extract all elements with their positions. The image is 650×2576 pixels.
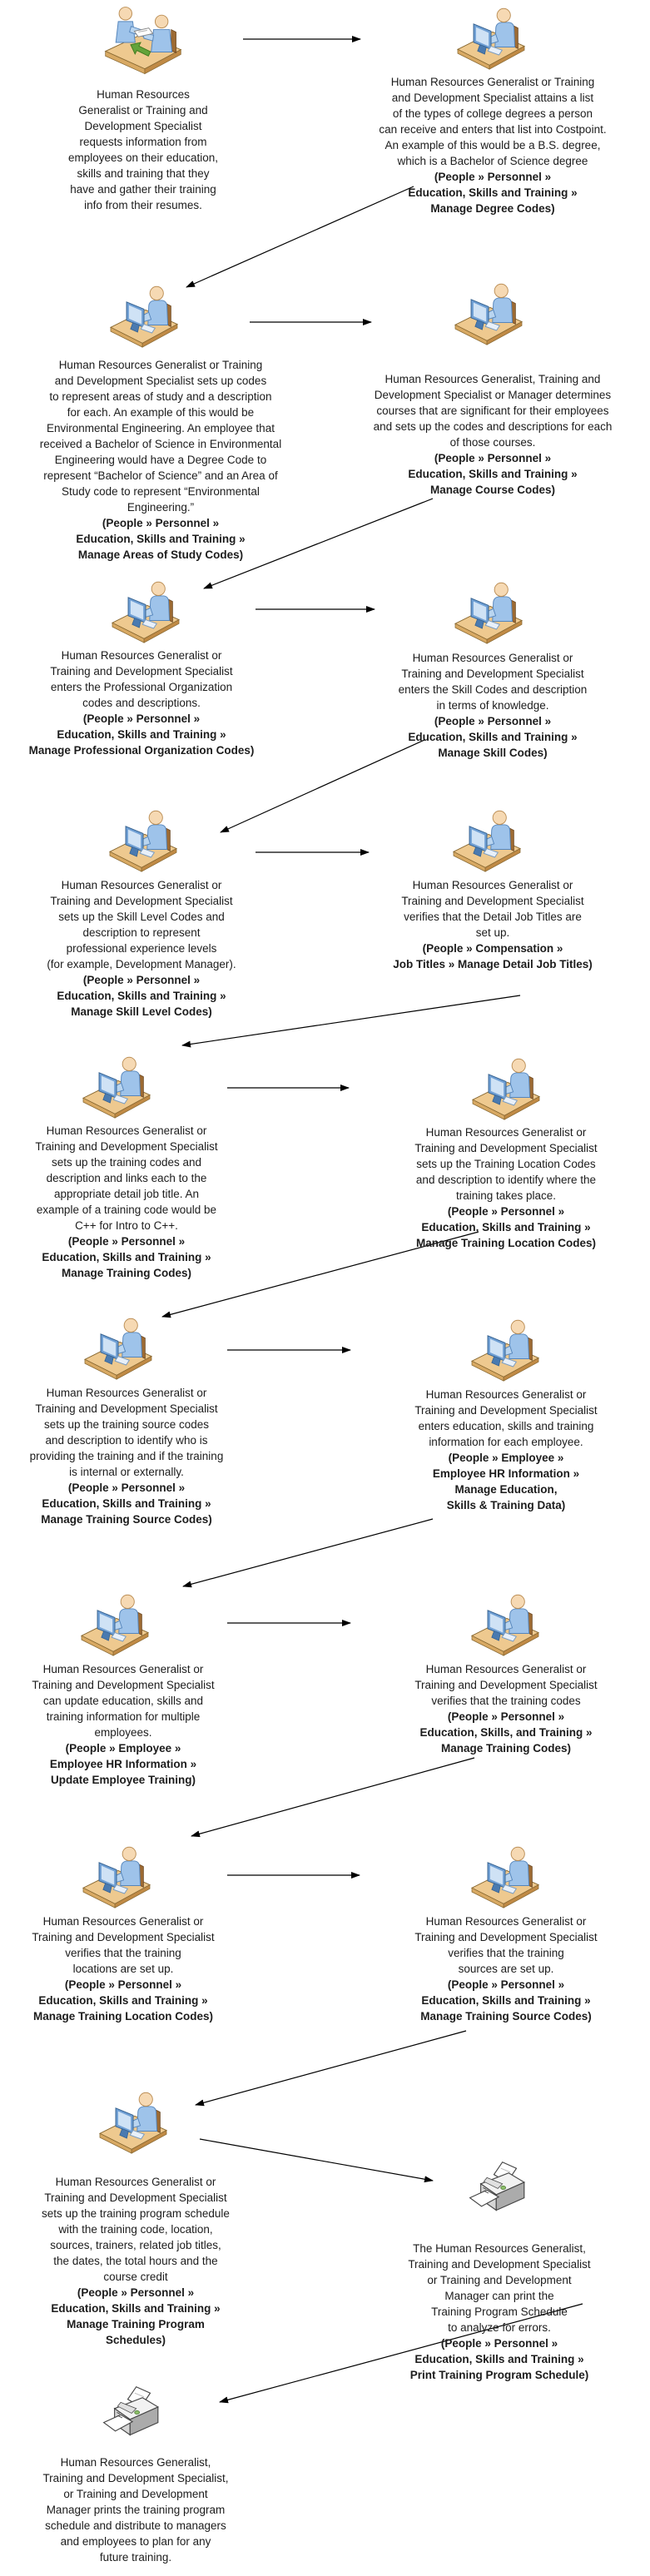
person-at-computer-icon bbox=[80, 1315, 156, 1386]
step-menu-path-line: Schedules) bbox=[105, 2334, 166, 2346]
step-description-line: Human Resources Generalist or bbox=[425, 1915, 587, 1928]
step-description-line: the dates, the total hours and the bbox=[53, 2255, 218, 2267]
step-description-line: Human Resources bbox=[97, 88, 190, 101]
step-text-manage-skill-codes bbox=[310, 650, 650, 761]
step-description-line: enters the Skill Codes and description bbox=[398, 683, 588, 696]
step-menu-path-line: Skills & Training Data) bbox=[446, 1499, 566, 1511]
step-description-line: requests information from bbox=[79, 136, 207, 148]
step-description-line: to analyze for errors. bbox=[448, 2321, 551, 2334]
step-text-verify-training-codes bbox=[323, 1661, 650, 1756]
step-text-manage-course-codes bbox=[310, 371, 650, 498]
step-menu-path-line: Update Employee Training) bbox=[50, 1774, 196, 1786]
step-description-line: Training Program Schedule bbox=[431, 2305, 568, 2318]
step-description-line: sources, trainers, related job titles, bbox=[50, 2239, 221, 2251]
step-description-line: Training and Development Specialist, bbox=[42, 2472, 229, 2484]
flow-arrow-16 bbox=[196, 2031, 466, 2105]
step-menu-path-line: Education, Skills and Training » bbox=[76, 533, 246, 545]
person-at-computer-icon bbox=[95, 2089, 171, 2160]
step-menu-path-line: (People » Personnel » bbox=[67, 1235, 186, 1248]
printer-icon bbox=[99, 2384, 167, 2456]
step-description-line: An example of this would be a B.S. degree, bbox=[385, 139, 601, 151]
step-menu-path-line: (People » Personnel » bbox=[82, 974, 201, 986]
person-at-computer-icon bbox=[78, 1844, 155, 1914]
step-menu-path-line: Education, Skills and Training » bbox=[421, 1994, 591, 2007]
step-menu-path-line: (People » Personnel » bbox=[447, 1978, 565, 1991]
step-description-line: Training and Development Specialist bbox=[414, 1404, 598, 1417]
step-menu-path-line: Employee HR Information » bbox=[432, 1467, 580, 1480]
step-menu-path-line: Manage Training Codes) bbox=[440, 1742, 572, 1755]
step-description-line: (for example, Development Manager). bbox=[47, 958, 236, 970]
step-description-line: Human Resources Generalist or bbox=[42, 1915, 204, 1928]
person-at-computer-icon bbox=[78, 1054, 155, 1124]
step-description-line: schedule and distribute to managers bbox=[45, 2519, 226, 2532]
step-description-line: verifies that the Detail Job Titles are bbox=[404, 911, 582, 923]
step-description-line: description and links each to the bbox=[46, 1172, 207, 1184]
step-description-line: sources are set up. bbox=[458, 1963, 554, 1975]
step-menu-path-line: (People » Personnel » bbox=[440, 2337, 558, 2350]
step-menu-path-line: (People » Personnel » bbox=[102, 517, 220, 529]
meeting-people-icon bbox=[99, 4, 187, 83]
step-description-line: can receive and enters that list into Costpoint. bbox=[379, 123, 607, 136]
step-description-line: courses that are significant for their employees bbox=[376, 405, 609, 417]
step-menu-path-line: (People » Employee » bbox=[448, 1452, 564, 1464]
step-description-line: set up. bbox=[475, 926, 510, 939]
person-at-computer-icon bbox=[105, 807, 181, 878]
step-description-line: professional experience levels bbox=[66, 942, 217, 955]
step-description-line: Training and Development Specialist bbox=[44, 2191, 227, 2204]
person-at-computer-icon bbox=[449, 807, 525, 878]
step-menu-path-line: Education, Skills and Training » bbox=[42, 1251, 211, 1263]
step-text-manage-training-location-codes bbox=[323, 1124, 650, 1251]
step-description-line: providing the training and if the training bbox=[29, 1450, 224, 1462]
step-menu-path-line: Education, Skills and Training » bbox=[51, 2302, 221, 2315]
step-text-print-training-program-schedule bbox=[316, 2241, 650, 2383]
step-menu-path-line: Print Training Program Schedule) bbox=[409, 2369, 589, 2381]
step-description-line: Human Resources Generalist or bbox=[412, 652, 573, 664]
step-description-line: which is a Bachelor of Science degree bbox=[397, 155, 588, 167]
step-description-line: enters education, skills and training bbox=[418, 1420, 594, 1432]
step-description-line: Training and Development Specialist bbox=[414, 1679, 598, 1691]
step-description-line: represent “Bachelor of Science” and an Area of bbox=[43, 469, 278, 482]
step-menu-path-line: Manage Skill Level Codes) bbox=[71, 1005, 212, 1018]
person-at-computer-icon bbox=[453, 5, 529, 76]
step-description-line: Generalist or Training and bbox=[78, 104, 208, 117]
step-menu-path-line: Education, Skills and Training » bbox=[38, 1994, 208, 2007]
step-description-line: skills and training that they bbox=[77, 167, 210, 180]
step-description-line: and Development Specialist sets up codes bbox=[54, 375, 267, 387]
step-description-line: and Development Specialist attains a list bbox=[391, 92, 594, 104]
step-menu-path-line: (People » Personnel » bbox=[64, 1978, 182, 1991]
step-description-line: Engineering would have a Degree Code to bbox=[54, 454, 267, 466]
step-text-manage-skill-level-codes bbox=[0, 877, 325, 1020]
step-description-line: and description to identify who is bbox=[45, 1434, 208, 1447]
step-menu-path-line: Education, Skills, and Training » bbox=[419, 1726, 593, 1739]
step-menu-path-line: (People » Personnel » bbox=[77, 2286, 195, 2299]
step-description-line: is internal or externally. bbox=[69, 1466, 184, 1478]
step-menu-path-line: Manage Skill Codes) bbox=[438, 747, 548, 759]
step-text-manage-training-source-codes bbox=[0, 1385, 310, 1527]
step-description-line: Training and Development Specialist bbox=[35, 1402, 218, 1415]
flow-arrow-12 bbox=[183, 1519, 433, 1586]
step-description-line: Training and Development Specialist bbox=[35, 1140, 218, 1153]
step-description-line: training takes place. bbox=[455, 1189, 557, 1202]
step-description-line: for each. An example of this would be bbox=[67, 406, 255, 419]
step-menu-path-line: (People » Personnel » bbox=[447, 1205, 565, 1218]
step-description-line: The Human Resources Generalist, bbox=[413, 2242, 586, 2255]
step-description-line: Human Resources Generalist, Training and bbox=[385, 373, 601, 385]
person-at-computer-icon bbox=[467, 1844, 543, 1914]
step-description-line: Human Resources Generalist or bbox=[425, 1126, 587, 1139]
step-description-line: Development Specialist or Manager determines bbox=[374, 389, 612, 401]
step-menu-path-line: Education, Skills and Training » bbox=[414, 2353, 584, 2365]
step-text-update-employee-training bbox=[0, 1661, 306, 1788]
step-description-line: Training and Development Specialist bbox=[414, 1142, 598, 1154]
person-at-computer-icon bbox=[467, 1317, 543, 1387]
person-at-computer-icon bbox=[468, 1055, 544, 1126]
step-description-line: to represent areas of study and a description bbox=[49, 390, 272, 403]
step-text-manage-degree-codes bbox=[310, 74, 650, 216]
person-at-computer-icon bbox=[450, 579, 527, 650]
step-menu-path-line: Manage Training Source Codes) bbox=[420, 2010, 592, 2023]
step-menu-path-line: (People » Personnel » bbox=[82, 712, 201, 725]
step-text-verify-training-sources bbox=[323, 1913, 650, 2024]
step-menu-path-line: Manage Training Program bbox=[67, 2318, 205, 2330]
step-menu-path-line: Education, Skills and Training » bbox=[408, 731, 578, 743]
person-at-computer-icon bbox=[106, 283, 182, 354]
step-description-line: sets up the Skill Level Codes and bbox=[58, 911, 225, 923]
step-description-line: Engineering.” bbox=[127, 501, 195, 514]
step-text-manage-education-skills-training-data bbox=[323, 1387, 650, 1513]
step-description-line: Training and Development Specialist bbox=[408, 2258, 591, 2271]
step-description-line: employees. bbox=[94, 1726, 152, 1739]
step-description-line: and sets up the codes and descriptions for each bbox=[373, 420, 613, 433]
step-menu-path-line: Manage Training Location Codes) bbox=[415, 1237, 597, 1249]
person-at-computer-icon bbox=[77, 1591, 153, 1662]
step-description-line: Training and Development Specialist bbox=[50, 895, 233, 907]
step-description-line: Human Resources Generalist or bbox=[61, 649, 222, 662]
step-text-manage-training-codes bbox=[0, 1123, 310, 1281]
step-description-line: Environmental Engineering. An employee that bbox=[47, 422, 275, 434]
step-description-line: Manager prints the training program bbox=[46, 2504, 226, 2516]
step-description-line: employees on their education, bbox=[67, 151, 219, 164]
step-description-line: sets up the training program schedule bbox=[42, 2207, 230, 2220]
step-text-request-info bbox=[0, 87, 326, 213]
step-menu-path-line: Manage Course Codes) bbox=[429, 484, 556, 496]
step-description-line: Human Resources Generalist or bbox=[42, 1663, 204, 1675]
step-menu-path-line: Manage Training Location Codes) bbox=[32, 2010, 214, 2023]
step-text-verify-training-locations bbox=[0, 1913, 306, 2024]
step-description-line: Training and Development Specialist bbox=[32, 1679, 215, 1691]
step-description-line: Human Resources Generalist or bbox=[46, 1124, 207, 1137]
step-description-line: Manager can print the bbox=[444, 2290, 554, 2302]
person-at-computer-icon bbox=[450, 280, 527, 351]
step-menu-path-line: Manage Degree Codes) bbox=[430, 202, 555, 215]
step-menu-path-line: Education, Skills and Training » bbox=[57, 728, 226, 741]
step-description-line: Human Resources Generalist or Training bbox=[58, 359, 263, 371]
step-description-line: Training and Development Specialist bbox=[50, 665, 233, 678]
person-at-computer-icon bbox=[467, 1591, 543, 1662]
step-description-line: verifies that the training bbox=[65, 1947, 181, 1959]
step-description-line: Training and Development Specialist bbox=[32, 1931, 215, 1943]
step-description-line: appropriate detail job title. An bbox=[53, 1188, 200, 1200]
step-text-manage-professional-organization-codes bbox=[0, 648, 325, 758]
step-menu-path-line: (People » Employee » bbox=[65, 1742, 181, 1755]
step-menu-path-line: Manage Training Source Codes) bbox=[41, 1513, 212, 1526]
step-description-line: Human Resources Generalist or bbox=[425, 1663, 587, 1675]
step-description-line: verifies that the training bbox=[448, 1947, 564, 1959]
step-description-line: sets up the training source codes bbox=[43, 1418, 210, 1431]
step-description-line: sets up the Training Location Codes bbox=[416, 1158, 596, 1170]
step-description-line: Development Specialist bbox=[84, 120, 202, 132]
step-description-line: future training. bbox=[99, 2551, 172, 2564]
step-description-line: enters the Professional Organization bbox=[50, 681, 233, 693]
step-description-line: description to represent bbox=[82, 926, 201, 939]
step-description-line: received a Bachelor of Science in Environmental bbox=[39, 438, 282, 450]
step-menu-path-line: Manage Areas of Study Codes) bbox=[77, 548, 244, 561]
step-description-line: Training and Development Specialist bbox=[401, 668, 584, 680]
step-menu-path-line: Manage Education, bbox=[454, 1483, 558, 1496]
step-description-line: Human Resources Generalist or bbox=[55, 2176, 216, 2188]
step-description-line: or Training and Development bbox=[63, 2488, 208, 2500]
step-description-line: and employees to plan for any bbox=[60, 2535, 211, 2548]
step-text-manage-areas-of-study-codes bbox=[0, 357, 344, 563]
step-description-line: have and gather their training bbox=[70, 183, 216, 196]
step-description-line: Human Resources Generalist, bbox=[60, 2456, 211, 2469]
step-menu-path-line: (People » Personnel » bbox=[434, 452, 552, 464]
step-description-line: of the types of college degrees a person bbox=[392, 107, 593, 120]
step-menu-path-line: Employee HR Information » bbox=[49, 1758, 197, 1770]
step-description-line: Human Resources Generalist or Training bbox=[390, 76, 595, 88]
step-text-distribute-training-schedule bbox=[0, 2454, 319, 2565]
step-menu-path-line: Education, Skills and Training » bbox=[42, 1497, 211, 1510]
step-description-line: Human Resources Generalist or bbox=[46, 1387, 207, 1399]
step-description-line: Training and Development Specialist bbox=[414, 1931, 598, 1943]
step-description-line: of those courses. bbox=[449, 436, 536, 449]
step-menu-path-line: Education, Skills and Training » bbox=[57, 990, 226, 1002]
printer-icon bbox=[465, 2159, 533, 2231]
person-at-computer-icon bbox=[107, 578, 184, 649]
step-description-line: Human Resources Generalist or bbox=[412, 879, 573, 891]
step-description-line: course credit bbox=[103, 2271, 168, 2283]
step-description-line: or Training and Development bbox=[427, 2274, 572, 2286]
step-menu-path-line: Education, Skills and Training » bbox=[421, 1221, 591, 1233]
step-description-line: Training and Development Specialist bbox=[401, 895, 584, 907]
step-description-line: Human Resources Generalist or bbox=[61, 879, 222, 891]
step-description-line: information for each employee. bbox=[429, 1436, 583, 1448]
step-text-manage-detail-job-titles bbox=[310, 877, 650, 972]
step-menu-path-line: (People » Compensation » bbox=[422, 942, 563, 955]
step-menu-path-line: Education, Skills and Training » bbox=[408, 468, 578, 480]
step-menu-path-line: Manage Training Codes) bbox=[61, 1267, 192, 1279]
step-description-line: codes and descriptions. bbox=[82, 697, 201, 709]
step-description-line: verifies that the training codes bbox=[431, 1695, 581, 1707]
step-description-line: can update education, skills and bbox=[42, 1695, 204, 1707]
step-menu-path-line: (People » Personnel » bbox=[434, 715, 552, 727]
step-menu-path-line: Job Titles » Manage Detail Job Titles) bbox=[393, 958, 593, 970]
step-menu-path-line: (People » Personnel » bbox=[67, 1482, 186, 1494]
step-menu-path-line: Education, Skills and Training » bbox=[408, 186, 578, 199]
step-description-line: training information for multiple bbox=[46, 1710, 201, 1723]
step-description-line: with the training code, location, bbox=[58, 2223, 213, 2236]
step-description-line: sets up the training codes and bbox=[51, 1156, 202, 1169]
step-description-line: info from their resumes. bbox=[84, 199, 202, 211]
step-description-line: Human Resources Generalist or bbox=[425, 1388, 587, 1401]
step-description-line: and description to identify where the bbox=[415, 1174, 597, 1186]
step-description-line: example of a training code would be bbox=[36, 1204, 217, 1216]
step-text-manage-training-program-schedules bbox=[0, 2174, 319, 2348]
step-description-line: C++ for Intro to C++. bbox=[75, 1219, 178, 1232]
step-menu-path-line: (People » Personnel » bbox=[434, 171, 552, 183]
step-description-line: Study code to represent “Environmental bbox=[62, 485, 260, 498]
step-menu-path-line: (People » Personnel » bbox=[447, 1710, 565, 1723]
step-menu-path-line: Manage Professional Organization Codes) bbox=[28, 744, 255, 757]
step-description-line: locations are set up. bbox=[72, 1963, 174, 1975]
step-description-line: in terms of knowledge. bbox=[436, 699, 549, 712]
